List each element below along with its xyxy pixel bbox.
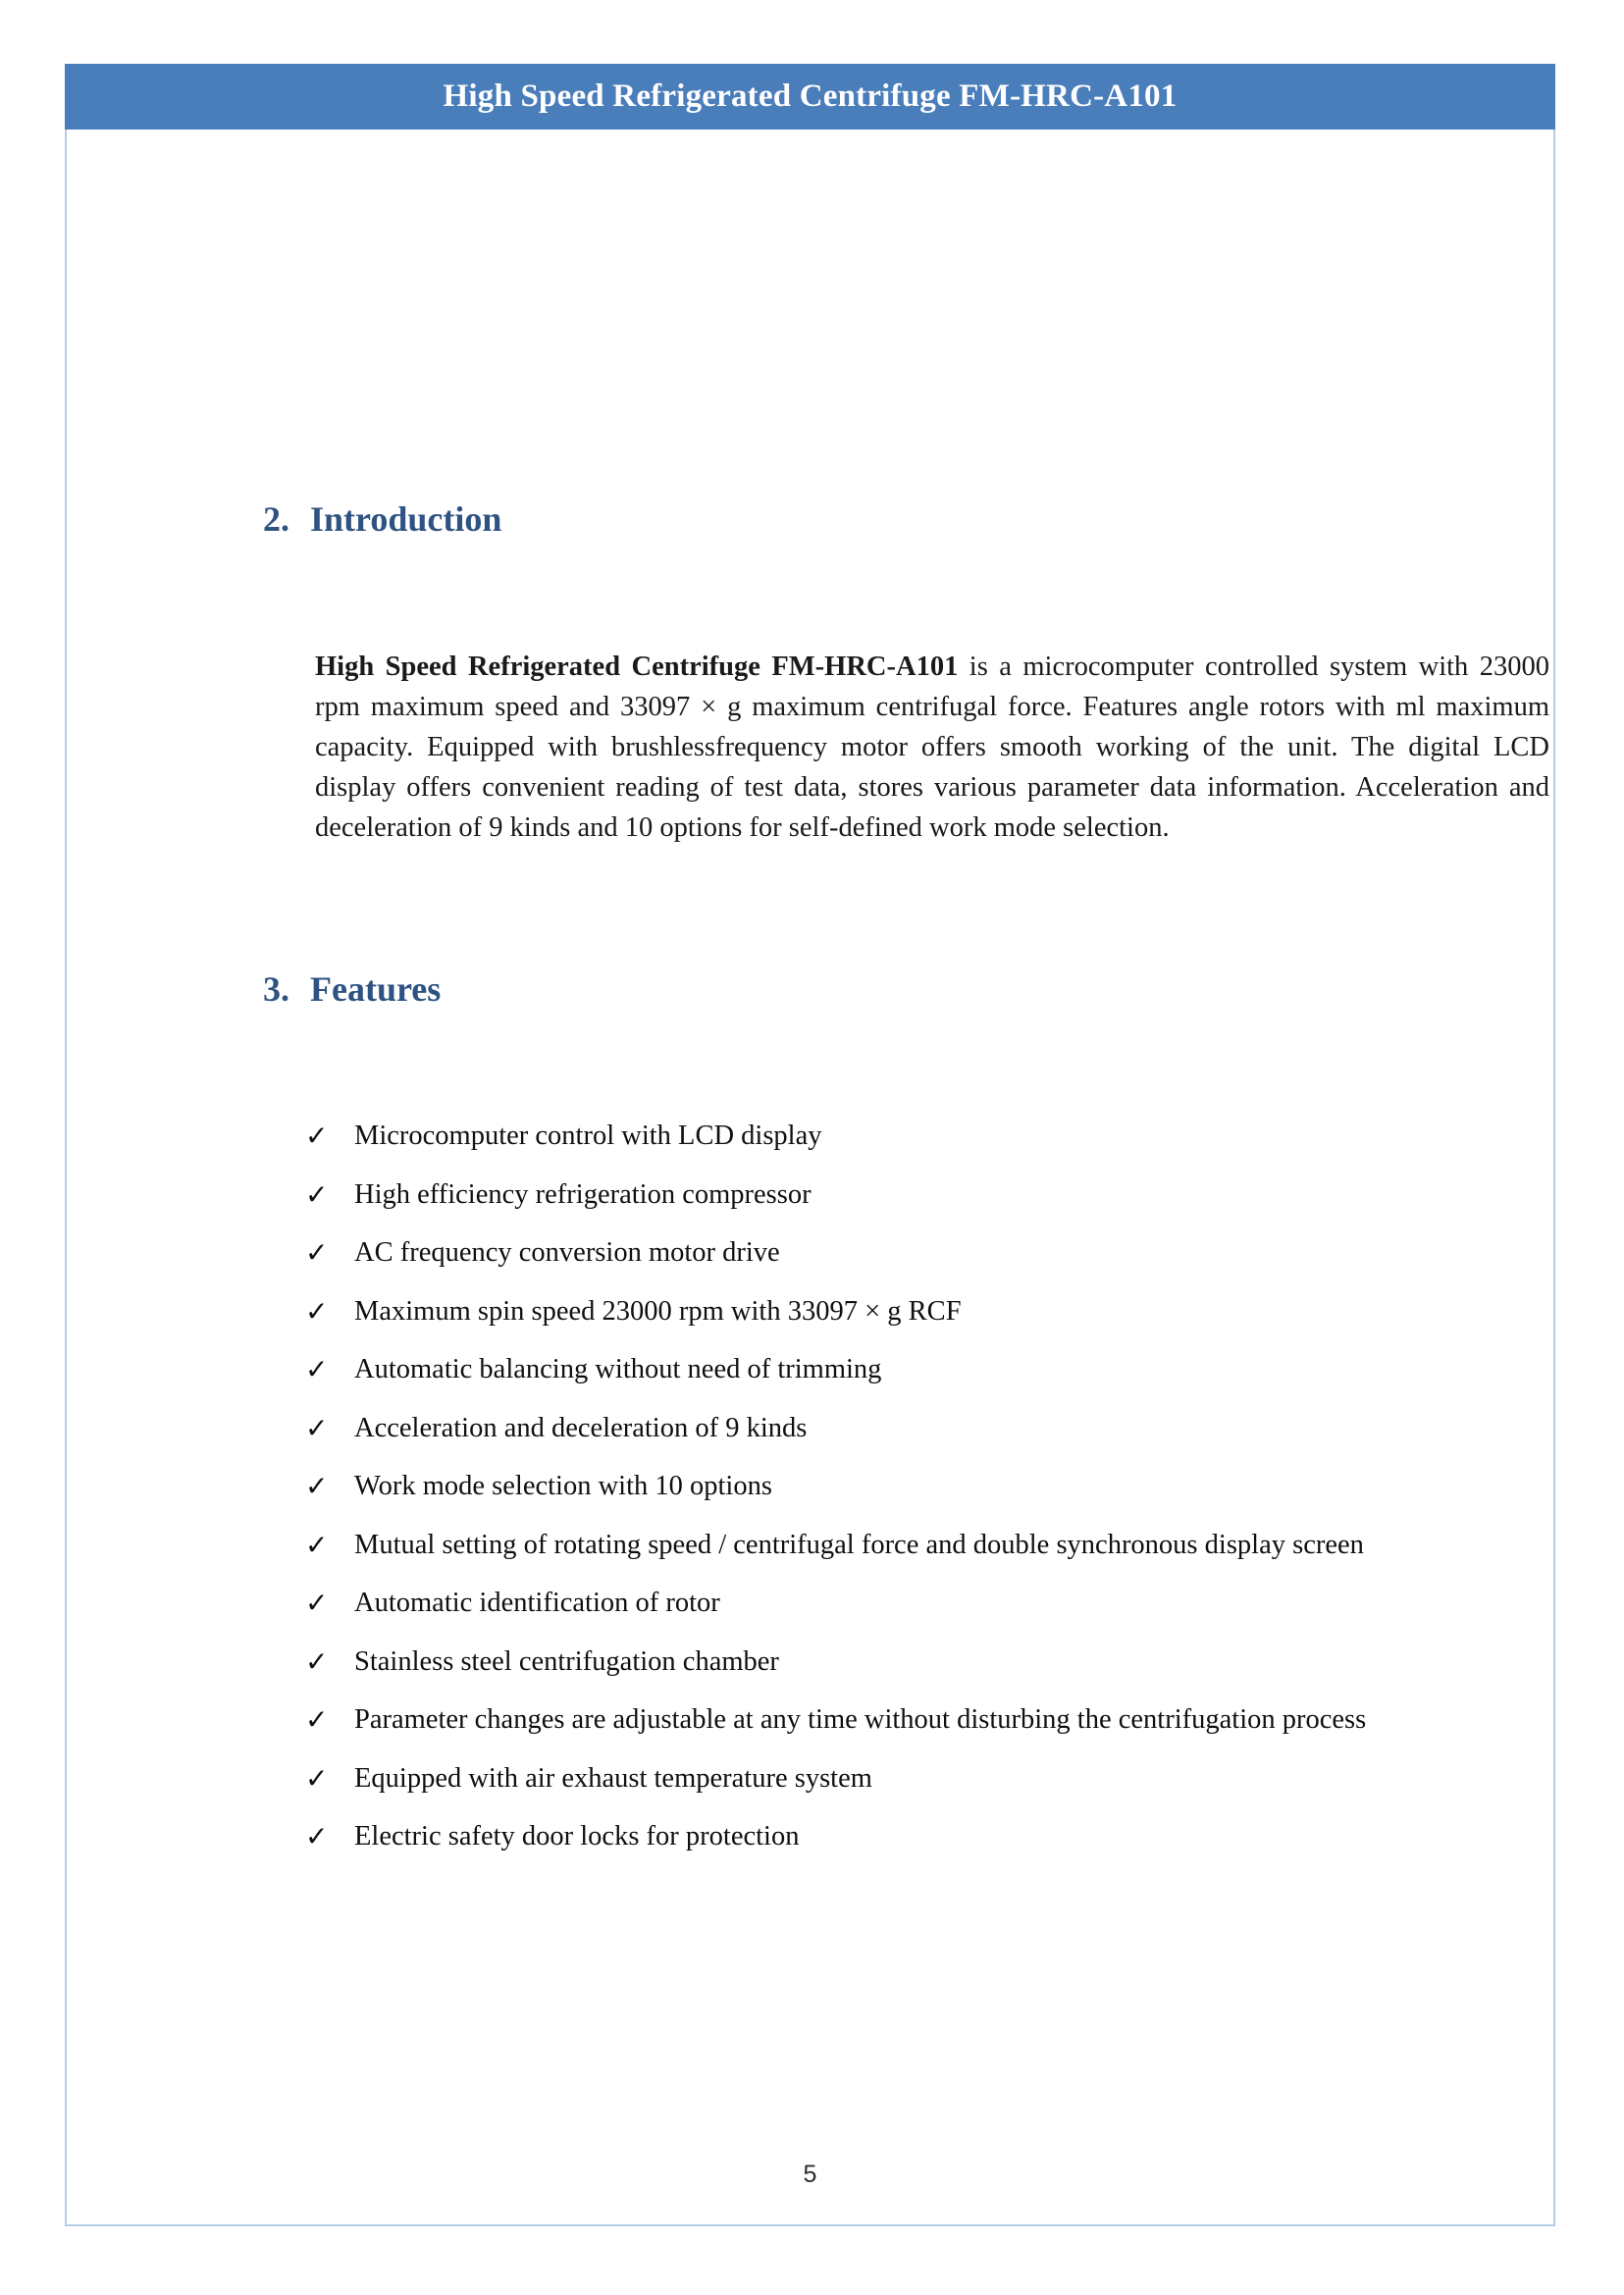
product-name-bold: High Speed Refrigerated Centrifuge FM-HRC-A101: [315, 652, 959, 682]
feature-list-item-label: Equipped with air exhaust temperature system: [354, 1762, 872, 1794]
feature-list-item: [305, 1467, 1414, 1506]
checkmark-icon: ✓: [305, 1587, 329, 1619]
feature-list-item: [305, 1700, 1414, 1740]
checkmark-icon: ✓: [305, 1177, 329, 1211]
feature-list-item-label: Electric safety door locks for protection: [354, 1821, 800, 1852]
checkmark-icon: ✓: [305, 1528, 329, 1561]
checkmark-icon: ✓: [305, 1703, 329, 1736]
introduction-paragraph: [315, 647, 1549, 848]
feature-list-item-label: Automatic identification of rotor: [354, 1588, 720, 1618]
feature-list-item-label: Stainless steel centrifugation chamber: [354, 1645, 779, 1677]
feature-list-item: [305, 1526, 1414, 1565]
feature-list-item: [305, 1233, 1414, 1273]
section-title-features: Features: [310, 969, 442, 1009]
section-heading-introduction: [263, 500, 501, 540]
checkmark-icon: ✓: [305, 1761, 329, 1795]
page-content: [67, 131, 1553, 2224]
feature-list-item: [305, 1350, 1414, 1389]
feature-list-item: [305, 1175, 1414, 1215]
document-title: High Speed Refrigerated Centrifuge FM-HRC-A101: [443, 78, 1178, 114]
page-header-banner: [65, 64, 1555, 130]
checkmark-icon: ✓: [305, 1353, 329, 1385]
feature-list-item: [305, 1292, 1414, 1331]
checkmark-icon: ✓: [305, 1470, 329, 1502]
section-title-introduction: Introduction: [310, 499, 502, 539]
document-page: [65, 64, 1555, 2226]
feature-list-item: [305, 1117, 1414, 1156]
feature-list-item: [305, 1817, 1414, 1856]
feature-list: [305, 1117, 1414, 1876]
feature-list-item: [305, 1409, 1414, 1448]
feature-list-item: [305, 1759, 1414, 1799]
feature-list-item-label: Maximum spin speed 23000 rpm with 33097 × g RCF: [354, 1295, 962, 1327]
section-number-features: 3.: [263, 969, 289, 1009]
feature-list-item-label: Automatic balancing without need of trimming: [354, 1354, 882, 1384]
feature-list-item-label: High efficiency refrigeration compressor: [354, 1178, 812, 1210]
checkmark-icon: ✓: [305, 1120, 329, 1152]
feature-list-item-label: AC frequency conversion motor drive: [354, 1237, 780, 1268]
feature-list-item-label: Parameter changes are adjustable at any time without disturbing the centrifugation process: [354, 1704, 1367, 1735]
page-number: 5: [803, 2161, 817, 2188]
feature-list-item-label: Mutual setting of rotating speed / centrifugal force and double synchronous display screen: [354, 1529, 1364, 1560]
checkmark-icon: ✓: [305, 1236, 329, 1269]
checkmark-icon: ✓: [305, 1294, 329, 1328]
feature-list-item-label: Acceleration and deceleration of 9 kinds: [354, 1412, 808, 1443]
feature-list-item: [305, 1584, 1414, 1623]
section-heading-features: [263, 970, 441, 1010]
introduction-body-text: is a microcomputer controlled system with 23000 rpm maximum speed and 33097 × g maximum centrifugal force. Features angle rotors with ml maximum capacity. Equipped with brushlessfrequency motor offers smooth working of the unit. The digital LCD display offers convenient reading of test data, stores various parameter data information. Acceleration and deceleration of 9 kinds and 10 options for self-defined work mode selection.: [315, 652, 1549, 843]
feature-list-item-label: Work mode selection with 10 options: [354, 1471, 772, 1501]
checkmark-icon: ✓: [305, 1820, 329, 1852]
feature-list-item: [305, 1643, 1414, 1682]
section-number-introduction: 2.: [263, 499, 289, 539]
checkmark-icon: ✓: [305, 1411, 329, 1444]
checkmark-icon: ✓: [305, 1644, 329, 1678]
feature-list-item-label: Microcomputer control with LCD display: [354, 1121, 822, 1151]
